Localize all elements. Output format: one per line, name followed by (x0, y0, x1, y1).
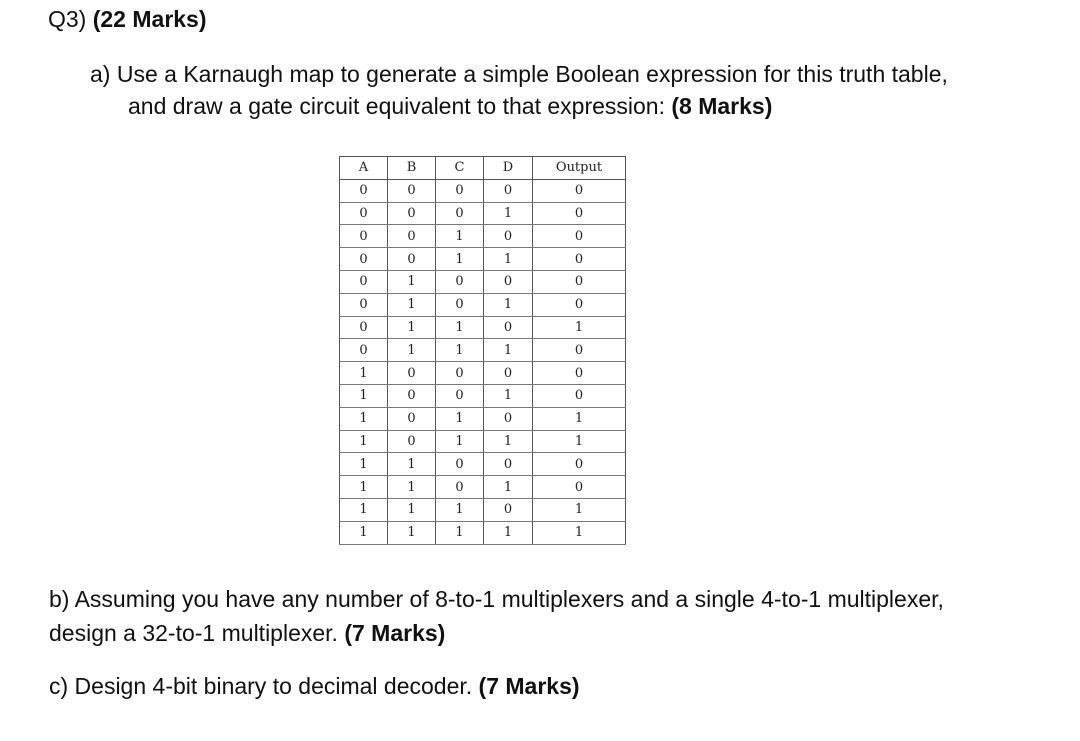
cell-d: 1 (484, 293, 533, 316)
cell-d: 0 (484, 407, 533, 430)
cell-d: 1 (484, 384, 533, 407)
cell-a: 0 (340, 202, 388, 225)
header-d: D (484, 157, 533, 180)
cell-d: 0 (484, 362, 533, 385)
table-row (340, 498, 626, 521)
question-marks: (22 Marks) (92, 6, 207, 32)
part-b-line-1 (49, 583, 944, 615)
cell-b: 0 (388, 202, 436, 225)
cell-c: 0 (436, 202, 484, 225)
header-c: C (436, 157, 484, 180)
cell-output: 0 (533, 248, 626, 271)
table-row (340, 384, 626, 407)
cell-c: 1 (436, 225, 484, 248)
cell-b: 0 (388, 179, 436, 202)
part-a-label: a) (90, 61, 111, 87)
cell-output: 0 (533, 293, 626, 316)
cell-b: 1 (388, 339, 436, 362)
truth-table-header-row (340, 157, 626, 180)
cell-output: 0 (533, 225, 626, 248)
cell-a: 0 (340, 339, 388, 362)
table-row (340, 316, 626, 339)
cell-d: 1 (484, 521, 533, 544)
cell-a: 1 (340, 407, 388, 430)
cell-c: 1 (436, 430, 484, 453)
cell-output: 0 (533, 362, 626, 385)
truth-table (339, 156, 626, 545)
cell-d: 0 (484, 270, 533, 293)
cell-a: 1 (340, 476, 388, 499)
cell-output: 1 (533, 521, 626, 544)
cell-c: 0 (436, 384, 484, 407)
cell-output: 0 (533, 384, 626, 407)
table-row (340, 430, 626, 453)
cell-b: 1 (388, 476, 436, 499)
cell-b: 1 (388, 316, 436, 339)
cell-d: 0 (484, 225, 533, 248)
cell-c: 0 (436, 179, 484, 202)
cell-b: 1 (388, 498, 436, 521)
part-a-text-2: and draw a gate circuit equivalent to that expression: (128, 93, 665, 119)
table-row (340, 407, 626, 430)
cell-c: 0 (436, 270, 484, 293)
table-row (340, 476, 626, 499)
cell-b: 1 (388, 270, 436, 293)
cell-b: 0 (388, 225, 436, 248)
cell-output: 0 (533, 476, 626, 499)
cell-a: 1 (340, 430, 388, 453)
part-a-marks: (8 Marks) (671, 93, 773, 119)
cell-d: 0 (484, 316, 533, 339)
part-b-text-1: b) Assuming you have any number of 8-to-1 multiplexers and a single 4-to-1 multiplexer, (49, 586, 944, 612)
table-row (340, 362, 626, 385)
part-b-line-2 (49, 617, 445, 649)
table-row (340, 202, 626, 225)
header-a: A (340, 157, 388, 180)
cell-a: 1 (340, 521, 388, 544)
question-title (48, 5, 207, 33)
cell-b: 1 (388, 453, 436, 476)
cell-a: 1 (340, 453, 388, 476)
cell-output: 0 (533, 270, 626, 293)
cell-d: 0 (484, 179, 533, 202)
table-row (340, 270, 626, 293)
cell-a: 0 (340, 316, 388, 339)
cell-c: 1 (436, 339, 484, 362)
part-a-line-1 (90, 58, 948, 90)
cell-b: 1 (388, 293, 436, 316)
cell-b: 0 (388, 362, 436, 385)
cell-b: 0 (388, 407, 436, 430)
cell-a: 0 (340, 179, 388, 202)
cell-d: 1 (484, 202, 533, 225)
cell-d: 1 (484, 476, 533, 499)
cell-c: 1 (436, 316, 484, 339)
cell-a: 0 (340, 225, 388, 248)
table-row (340, 453, 626, 476)
table-row (340, 248, 626, 271)
cell-b: 0 (388, 384, 436, 407)
part-c-line-1 (49, 670, 580, 702)
cell-output: 1 (533, 498, 626, 521)
part-b-marks: (7 Marks) (344, 620, 446, 646)
cell-d: 0 (484, 453, 533, 476)
cell-c: 0 (436, 453, 484, 476)
cell-c: 1 (436, 248, 484, 271)
cell-c: 0 (436, 293, 484, 316)
cell-c: 1 (436, 498, 484, 521)
part-a-line-2 (128, 90, 772, 122)
header-b: B (388, 157, 436, 180)
cell-b: 1 (388, 521, 436, 544)
cell-d: 1 (484, 248, 533, 271)
cell-output: 1 (533, 407, 626, 430)
table-row (340, 225, 626, 248)
truth-table-body (340, 179, 626, 544)
cell-d: 1 (484, 430, 533, 453)
cell-c: 0 (436, 362, 484, 385)
cell-output: 1 (533, 430, 626, 453)
part-c-marks: (7 Marks) (478, 673, 580, 699)
part-a-text-1: Use a Karnaugh map to generate a simple Boolean expression for this truth table, (116, 61, 948, 87)
part-b-text-2: design a 32-to-1 multiplexer. (49, 620, 338, 646)
cell-a: 0 (340, 248, 388, 271)
cell-output: 0 (533, 339, 626, 362)
cell-d: 1 (484, 339, 533, 362)
table-row (340, 293, 626, 316)
cell-output: 1 (533, 316, 626, 339)
table-row (340, 179, 626, 202)
cell-c: 1 (436, 521, 484, 544)
cell-c: 0 (436, 476, 484, 499)
question-number: Q3) (48, 6, 87, 32)
cell-a: 1 (340, 384, 388, 407)
cell-b: 0 (388, 430, 436, 453)
cell-c: 1 (436, 407, 484, 430)
cell-output: 0 (533, 179, 626, 202)
cell-a: 0 (340, 270, 388, 293)
part-c-text-1: c) Design 4-bit binary to decimal decoder. (49, 673, 473, 699)
header-output: Output (533, 157, 626, 180)
cell-a: 1 (340, 498, 388, 521)
cell-a: 0 (340, 293, 388, 316)
cell-d: 0 (484, 498, 533, 521)
table-row (340, 521, 626, 544)
table-row (340, 339, 626, 362)
cell-output: 0 (533, 453, 626, 476)
cell-a: 1 (340, 362, 388, 385)
cell-b: 0 (388, 248, 436, 271)
cell-output: 0 (533, 202, 626, 225)
